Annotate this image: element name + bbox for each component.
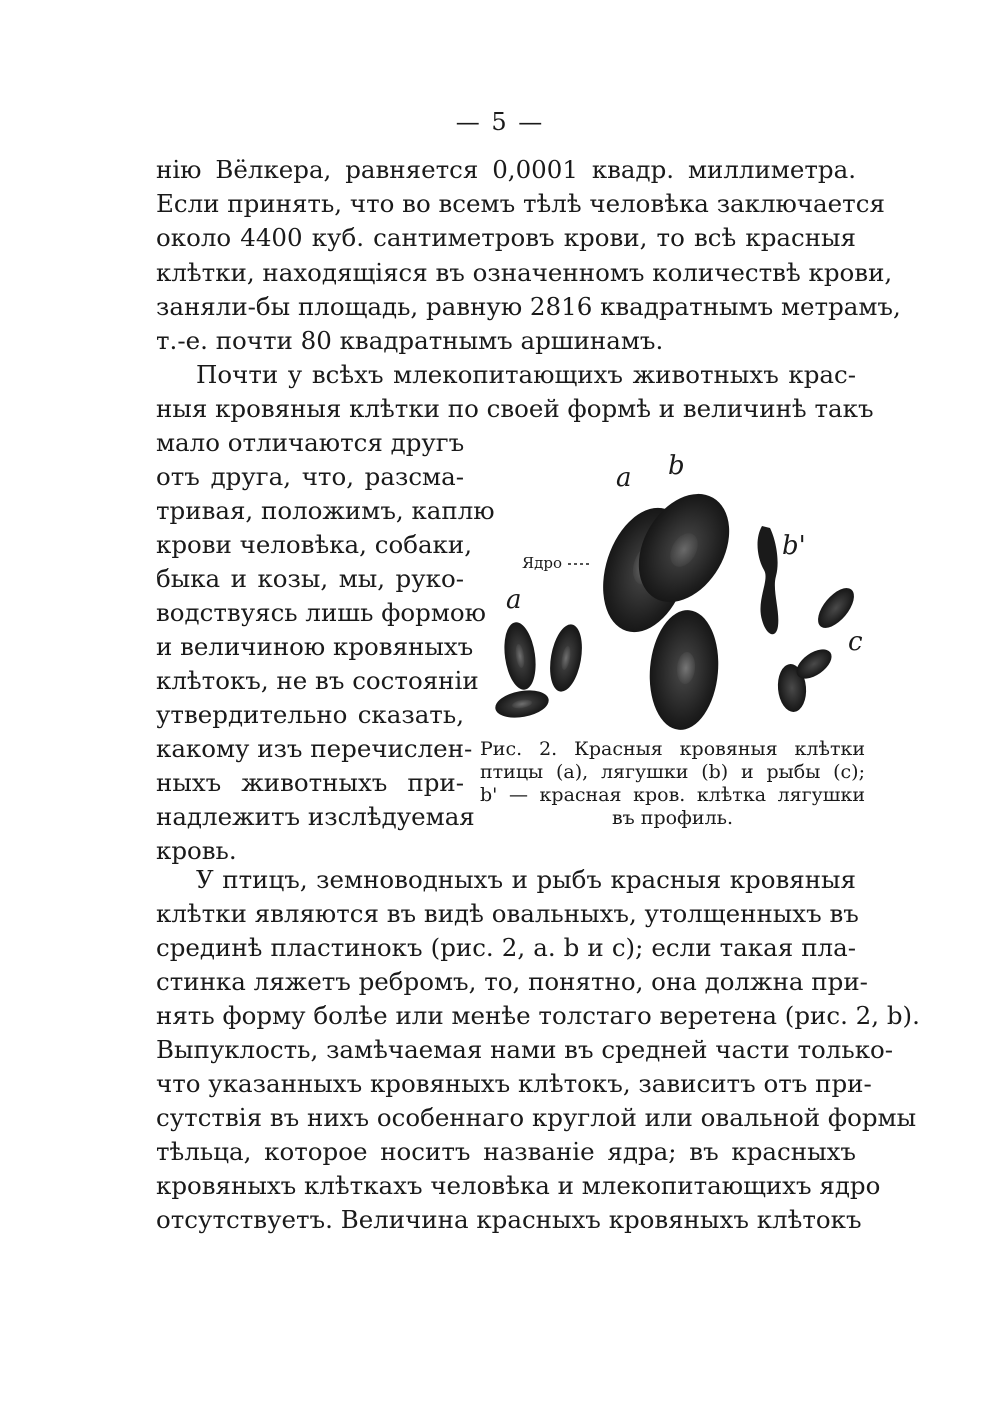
text-line: водствуясь лишь формою [156, 598, 486, 627]
label-a-left: a [506, 585, 522, 615]
label-nucleus: Ядро [522, 554, 562, 572]
page-number: — 5 — [455, 108, 545, 136]
text-line: нію Вёлкера, равняется 0,0001 квадр. миллиметра. [156, 155, 856, 184]
text-line: тривая, положимъ, каплю [156, 496, 495, 525]
text-line: сутствія въ нихъ особеннаго круглой или овальной формы [156, 1103, 917, 1132]
text-line: нять форму болѣе или менѣе толстаго веретена (рис. 2, b). [156, 1001, 920, 1030]
text-line: срединѣ пластинокъ (рис. 2, a. b и c); если такая пла- [156, 933, 856, 962]
label-a-top: a [616, 463, 632, 493]
text-line: кровь. [156, 836, 237, 865]
text-line: тѣльца, которое носитъ названіе ядра; въ красныхъ [156, 1137, 856, 1166]
text-line: отъ друга, что, разсма- [156, 462, 464, 491]
text-line: крови человѣка, собаки, [156, 530, 472, 559]
caption-line: Рис. 2. Красныя кровяныя клѣтки [480, 738, 865, 760]
text-line: клѣтокъ, не въ состояніи [156, 666, 479, 695]
blood-cells-illustration [486, 450, 866, 740]
text-line: клѣтки, находящіяся въ означенномъ количествѣ крови, [156, 258, 893, 287]
label-c: c [848, 627, 863, 657]
text-line: быка и козы, мы, руко- [156, 564, 464, 593]
caption-line: птицы (a), лягушки (b) и рыбы (c); [480, 761, 865, 783]
bird-cell [500, 620, 539, 692]
text-line: заняли-бы площадь, равную 2816 квадратнымъ метрамъ, [156, 292, 901, 321]
text-line: надлежитъ изслѣдуемая [156, 802, 475, 831]
text-line: Если принять, что во всемъ тѣлѣ человѣка заключается [156, 189, 885, 218]
text-line: клѣтки являются въ видѣ овальныхъ, утолщенныхъ въ [156, 899, 859, 928]
label-b-top: b [668, 451, 685, 481]
frog-cell [645, 607, 723, 732]
text-line: т.-е. почти 80 квадратнымъ аршинамъ. [156, 326, 664, 355]
caption-line: b' — красная кров. клѣтка лягушки [480, 784, 865, 806]
frog-cell-profile [758, 526, 779, 634]
text-line: мало отличаются другъ [156, 428, 465, 457]
bird-cell [493, 687, 551, 722]
blood-cells-figure [486, 450, 866, 740]
text-line: около 4400 куб. сантиметровъ крови, то всѣ красныя [156, 223, 856, 252]
label-b-prime: b' [782, 531, 806, 561]
text-line: ныхъ животныхъ при- [156, 768, 464, 797]
text-line: и величиною кровяныхъ [156, 632, 474, 661]
text-line: отсутствуетъ. Величина красныхъ кровяныхъ клѣтокъ [156, 1205, 862, 1234]
text-line: какому изъ перечислен- [156, 734, 473, 763]
text-line: что указанныхъ кровяныхъ клѣтокъ, зависитъ отъ при- [156, 1069, 872, 1098]
text-line: Выпуклость, замѣчаемая нами въ средней части только- [156, 1035, 894, 1064]
caption-line: въ профиль. [611, 807, 734, 829]
bird-cell [545, 622, 586, 694]
text-line: кровяныхъ клѣткахъ человѣка и млекопитающихъ ядро [156, 1171, 881, 1200]
text-line: Почти у всѣхъ млекопитающихъ животныхъ крас- [196, 360, 856, 389]
text-line: утвердительно сказать, [156, 700, 464, 729]
text-line: У птицъ, земноводныхъ и рыбъ красныя кровяныя [196, 865, 856, 894]
text-line: ныя кровяныя клѣтки по своей формѣ и величинѣ такъ [156, 394, 874, 423]
text-line: стинка ляжетъ ребромъ, то, понятно, она должна при- [156, 967, 868, 996]
